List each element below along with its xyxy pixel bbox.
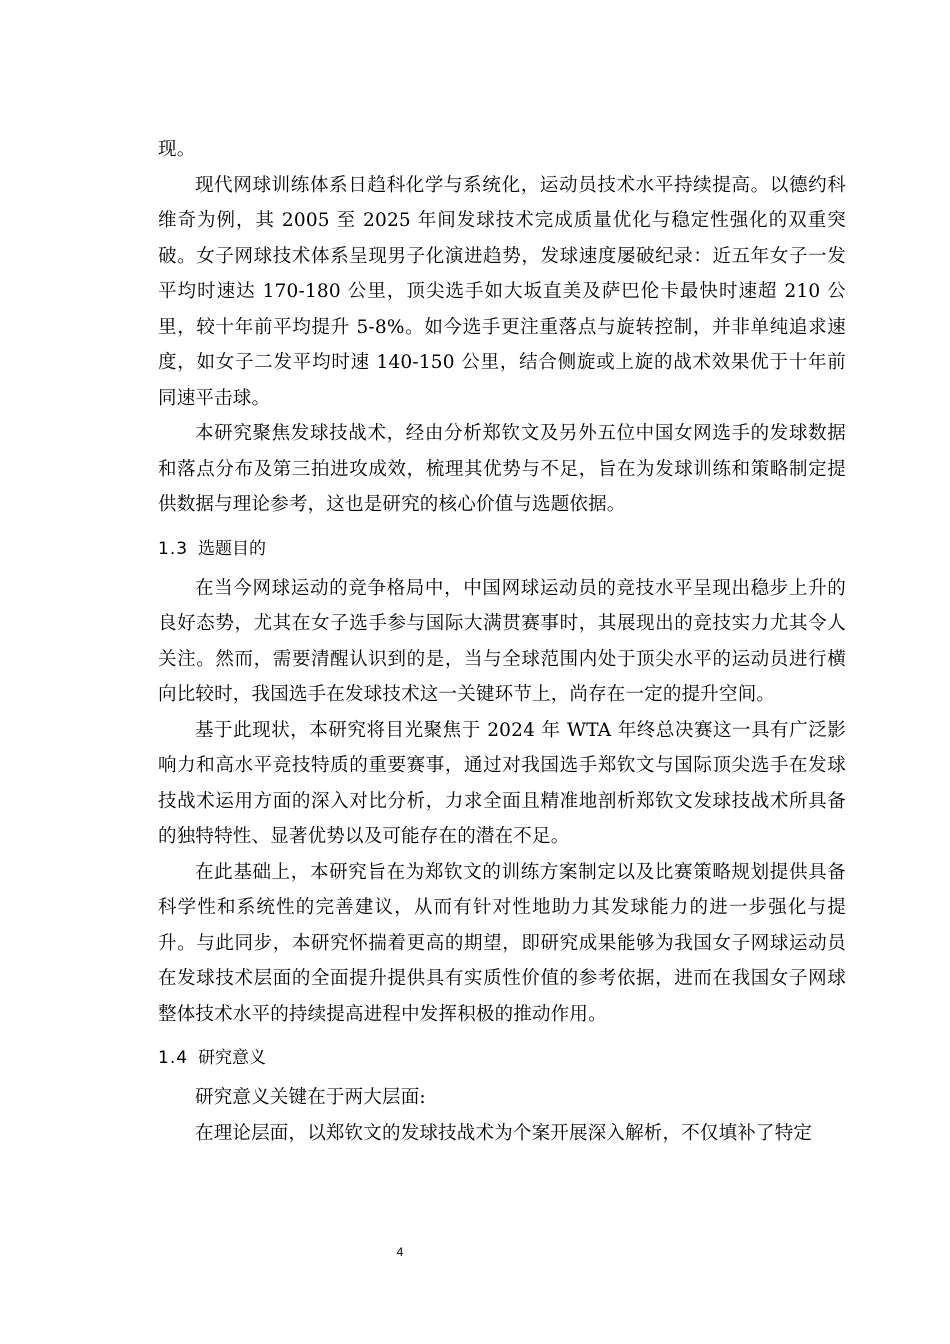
section-heading-1-3 — [158, 531, 846, 567]
page-body — [158, 132, 846, 1151]
paragraph-significance-intro: 研究意义关键在于两大层面: — [195, 1087, 426, 1108]
paragraph-purpose-2: 基于此现状，本研究将目光聚焦于 2024 年 WTA 年终总决赛这一具有广泛影响力和高水平竞技特质的重要赛事，通过对我国选手郑钦文与国际顶尖选手在发球技战术运用方面的深入对比分析，力求全面且精准地剖析郑钦文发球技战术所具备的独特特性、显著优势以及可能存在的潜在不足。 — [158, 719, 846, 847]
section-number: 1.4 — [158, 1048, 189, 1068]
paragraph-training-system: 现代网球训练体系日趋科化学与系统化，运动员技术水平持续提高。以德约科维奇为例，其 2005 至 2025 年间发球技术完成质量优化与稳定性强化的双重突破。女子网球技术体系呈现男子化演进趋势，发球速度屡破纪录：近五年女子一发平均时速达 170-180 公里，顶尖选手如大坂直美及萨巴伦卡最快时速超 210 公里，较十年前平均提升 5-8%。如今选手更注重落点与旋转控制，并非单纯追求速度，如女子二发平均时速 140-150 公里，结合侧旋或上旋的战术效果优于十年前同速平击球。 — [158, 174, 846, 409]
paragraph-significance-theory: 在理论层面，以郑钦文的发球技战术为个案开展深入解析，不仅填补了特定 — [195, 1122, 813, 1144]
paragraph-purpose-3: 在此基础上，本研究旨在为郑钦文的训练方案制定以及比赛策略规划提供具备科学性和系统性的完善建议，从而有针对性地助力其发球能力的进一步强化与提升。与此同步，本研究怀揣着更高的期望，即研究成果能够为我国女子网球运动员在发球技术层面的全面提升提供具有实质性价值的参考依据，进而在我国女子网球整体技术水平的持续提高进程中发挥积极的推动作用。 — [158, 861, 846, 1025]
section-heading-1-4 — [158, 1040, 846, 1076]
paragraph-purpose-1: 在当今网球运动的竞争格局中，中国网球运动员的竞技水平呈现出稳步上升的良好态势，尤其在女子选手参与国际大满贯赛事时，其展现出的竞技实力尤其令人关注。然而，需要清醒认识到的是，当与全球范围内处于顶尖水平的运动员进行横向比较时，我国选手在发球技术这一关键环节上，尚存在一定的提升空间。 — [158, 577, 846, 705]
section-title: 选题目的 — [198, 538, 267, 559]
section-number: 1.3 — [158, 538, 189, 559]
paragraph-research-focus: 本研究聚焦发球技战术，经由分析郑钦文及另外五位中国女网选手的发球数据和落点分布及第三拍进攻成效，梳理其优势与不足，旨在为发球训练和策略制定提供数据与理论参考，这也是研究的核心价值与选题依据。 — [158, 423, 846, 515]
page-number: 4 — [396, 1245, 404, 1259]
paragraph-continuation: 现。 — [158, 139, 196, 160]
section-title: 研究意义 — [198, 1048, 267, 1068]
